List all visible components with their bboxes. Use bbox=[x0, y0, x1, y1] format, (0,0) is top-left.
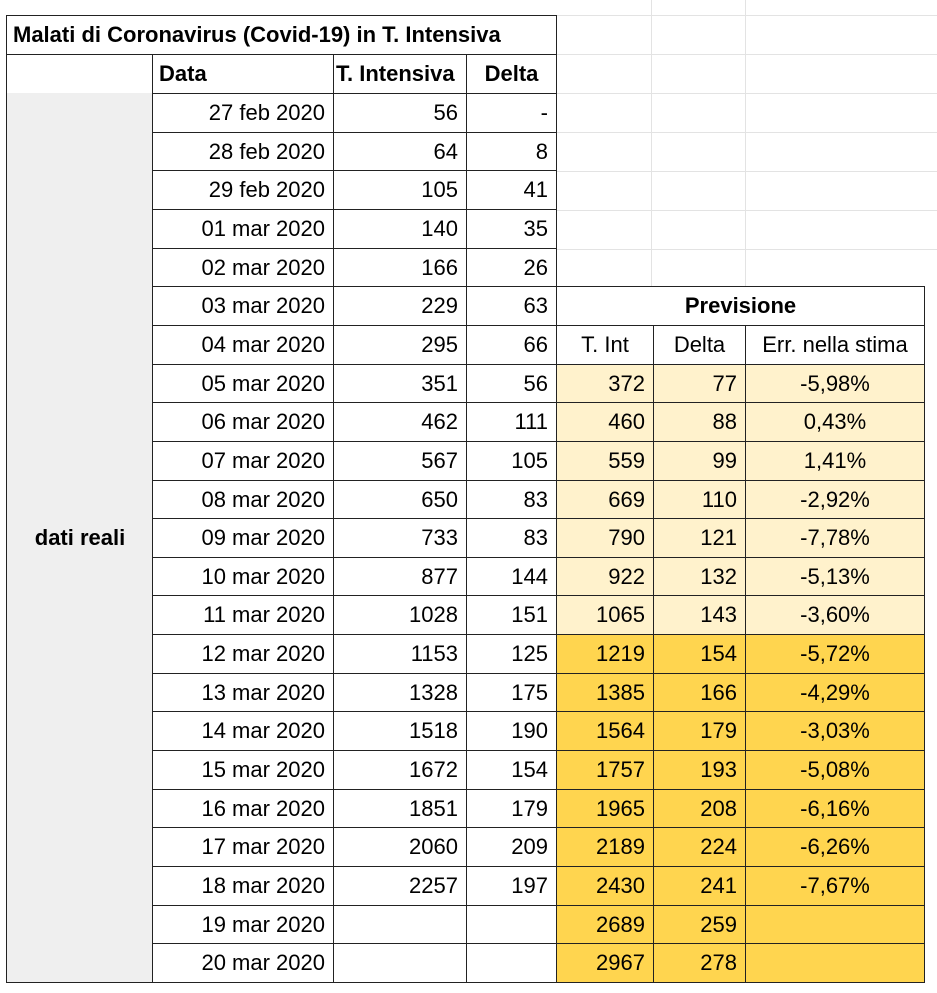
forecast-error-cell[interactable]: 0,43% bbox=[745, 402, 925, 442]
delta-cell[interactable]: 83 bbox=[466, 518, 557, 558]
t-intensiva-cell[interactable]: 1328 bbox=[333, 673, 467, 712]
side-label-dati-reali[interactable]: dati reali bbox=[6, 93, 153, 983]
forecast-error-cell[interactable]: -5,72% bbox=[745, 634, 925, 674]
t-intensiva-cell[interactable]: 733 bbox=[333, 518, 467, 558]
forecast-delta-cell[interactable]: 154 bbox=[653, 634, 746, 674]
delta-cell[interactable]: - bbox=[466, 93, 557, 133]
forecast-t-int-cell[interactable]: 1219 bbox=[556, 634, 654, 674]
forecast-error-cell[interactable]: -6,16% bbox=[745, 789, 925, 828]
date-cell[interactable]: 10 mar 2020 bbox=[152, 557, 334, 596]
forecast-delta-cell[interactable]: 88 bbox=[653, 402, 746, 442]
t-intensiva-cell[interactable]: 351 bbox=[333, 364, 467, 403]
forecast-delta-cell[interactable]: 110 bbox=[653, 480, 746, 519]
forecast-delta-cell[interactable]: 278 bbox=[653, 943, 746, 983]
date-cell[interactable]: 17 mar 2020 bbox=[152, 827, 334, 867]
forecast-t-int-cell[interactable]: 1564 bbox=[556, 711, 654, 751]
date-cell[interactable]: 05 mar 2020 bbox=[152, 364, 334, 403]
header-delta[interactable]: Delta bbox=[466, 54, 557, 94]
delta-cell[interactable]: 125 bbox=[466, 634, 557, 674]
delta-cell[interactable]: 83 bbox=[466, 480, 557, 519]
delta-cell[interactable]: 111 bbox=[466, 402, 557, 442]
header-data[interactable]: Data bbox=[152, 54, 334, 94]
t-intensiva-cell[interactable]: 229 bbox=[333, 286, 467, 326]
gridline-horizontal bbox=[557, 15, 937, 16]
t-intensiva-cell[interactable]: 1028 bbox=[333, 595, 467, 635]
forecast-t-int-cell[interactable]: 790 bbox=[556, 518, 654, 558]
forecast-t-int-cell[interactable]: 559 bbox=[556, 441, 654, 481]
date-cell[interactable]: 08 mar 2020 bbox=[152, 480, 334, 519]
date-cell[interactable]: 03 mar 2020 bbox=[152, 286, 334, 326]
date-cell[interactable]: 06 mar 2020 bbox=[152, 402, 334, 442]
t-intensiva-cell[interactable]: 2060 bbox=[333, 827, 467, 867]
forecast-delta-cell[interactable]: 259 bbox=[653, 905, 746, 944]
forecast-delta-cell[interactable]: 143 bbox=[653, 595, 746, 635]
t-intensiva-cell[interactable]: 105 bbox=[333, 170, 467, 210]
date-cell[interactable]: 19 mar 2020 bbox=[152, 905, 334, 944]
forecast-error-cell[interactable]: -4,29% bbox=[745, 673, 925, 712]
gridline-horizontal bbox=[557, 210, 937, 211]
date-cell[interactable]: 18 mar 2020 bbox=[152, 866, 334, 906]
forecast-t-int-cell[interactable]: 1065 bbox=[556, 595, 654, 635]
forecast-t-int-cell[interactable]: 372 bbox=[556, 364, 654, 403]
forecast-error-cell[interactable]: -5,08% bbox=[745, 750, 925, 790]
t-intensiva-cell[interactable]: 650 bbox=[333, 480, 467, 519]
forecast-error-cell[interactable]: -2,92% bbox=[745, 480, 925, 519]
t-intensiva-cell[interactable]: 1851 bbox=[333, 789, 467, 828]
date-cell[interactable]: 07 mar 2020 bbox=[152, 441, 334, 481]
forecast-error-cell[interactable]: -7,67% bbox=[745, 866, 925, 906]
gridline-vertical bbox=[745, 0, 746, 286]
forecast-delta-cell[interactable]: 224 bbox=[653, 827, 746, 867]
date-cell[interactable]: 13 mar 2020 bbox=[152, 673, 334, 712]
t-intensiva-cell[interactable]: 166 bbox=[333, 248, 467, 287]
t-intensiva-cell[interactable]: 877 bbox=[333, 557, 467, 596]
delta-cell[interactable]: 105 bbox=[466, 441, 557, 481]
gridline-vertical bbox=[651, 0, 652, 286]
forecast-t-int-cell[interactable]: 1757 bbox=[556, 750, 654, 790]
t-intensiva-cell[interactable] bbox=[333, 943, 467, 983]
forecast-delta-cell[interactable]: 193 bbox=[653, 750, 746, 790]
date-cell[interactable]: 20 mar 2020 bbox=[152, 943, 334, 983]
delta-cell[interactable]: 41 bbox=[466, 170, 557, 210]
t-intensiva-cell[interactable] bbox=[333, 905, 467, 944]
delta-cell[interactable]: 66 bbox=[466, 325, 557, 365]
gridline-horizontal bbox=[557, 171, 937, 172]
sheet-title[interactable]: Malati di Coronavirus (Covid-19) in T. Intensiva bbox=[6, 15, 557, 55]
t-intensiva-cell[interactable]: 1672 bbox=[333, 750, 467, 790]
date-cell[interactable]: 11 mar 2020 bbox=[152, 595, 334, 635]
t-intensiva-cell[interactable]: 140 bbox=[333, 209, 467, 249]
forecast-delta-cell[interactable]: 121 bbox=[653, 518, 746, 558]
forecast-error-cell[interactable]: -5,98% bbox=[745, 364, 925, 403]
date-cell[interactable]: 28 feb 2020 bbox=[152, 132, 334, 171]
date-cell[interactable]: 01 mar 2020 bbox=[152, 209, 334, 249]
forecast-delta-cell[interactable]: 132 bbox=[653, 557, 746, 596]
forecast-error-cell[interactable]: -5,13% bbox=[745, 557, 925, 596]
gridline-horizontal bbox=[557, 93, 937, 94]
date-cell[interactable]: 14 mar 2020 bbox=[152, 711, 334, 751]
forecast-error-cell[interactable]: 1,41% bbox=[745, 441, 925, 481]
forecast-error-cell[interactable] bbox=[745, 943, 925, 983]
forecast-title[interactable]: Previsione bbox=[556, 286, 925, 326]
t-intensiva-cell[interactable]: 567 bbox=[333, 441, 467, 481]
delta-cell[interactable]: 144 bbox=[466, 557, 557, 596]
t-intensiva-cell[interactable]: 56 bbox=[333, 93, 467, 133]
gridline-horizontal bbox=[557, 54, 937, 55]
t-intensiva-cell[interactable]: 295 bbox=[333, 325, 467, 365]
forecast-header-t-int[interactable]: T. Int bbox=[556, 325, 654, 365]
delta-cell[interactable]: 26 bbox=[466, 248, 557, 287]
forecast-error-cell[interactable]: -3,60% bbox=[745, 595, 925, 635]
delta-cell[interactable]: 151 bbox=[466, 595, 557, 635]
date-cell[interactable]: 27 feb 2020 bbox=[152, 93, 334, 133]
forecast-error-cell[interactable] bbox=[745, 905, 925, 944]
forecast-t-int-cell[interactable]: 922 bbox=[556, 557, 654, 596]
forecast-error-cell[interactable]: -7,78% bbox=[745, 518, 925, 558]
t-intensiva-cell[interactable]: 2257 bbox=[333, 866, 467, 906]
date-cell[interactable]: 15 mar 2020 bbox=[152, 750, 334, 790]
date-cell[interactable]: 29 feb 2020 bbox=[152, 170, 334, 210]
forecast-delta-cell[interactable]: 179 bbox=[653, 711, 746, 751]
forecast-error-cell[interactable]: -3,03% bbox=[745, 711, 925, 751]
forecast-t-int-cell[interactable]: 2967 bbox=[556, 943, 654, 983]
forecast-t-int-cell[interactable]: 2689 bbox=[556, 905, 654, 944]
gridline-horizontal bbox=[557, 249, 937, 250]
forecast-delta-cell[interactable]: 241 bbox=[653, 866, 746, 906]
forecast-delta-cell[interactable]: 99 bbox=[653, 441, 746, 481]
delta-cell[interactable]: 63 bbox=[466, 286, 557, 326]
forecast-header-delta[interactable]: Delta bbox=[653, 325, 746, 365]
forecast-t-int-cell[interactable]: 460 bbox=[556, 402, 654, 442]
forecast-t-int-cell[interactable]: 669 bbox=[556, 480, 654, 519]
forecast-error-cell[interactable]: -6,26% bbox=[745, 827, 925, 867]
forecast-header-err[interactable]: Err. nella stima bbox=[745, 325, 925, 365]
delta-cell[interactable] bbox=[466, 905, 557, 944]
forecast-delta-cell[interactable]: 166 bbox=[653, 673, 746, 712]
t-intensiva-cell[interactable]: 462 bbox=[333, 402, 467, 442]
header-t-intensiva[interactable]: T. Intensiva bbox=[333, 54, 467, 94]
delta-cell[interactable]: 175 bbox=[466, 673, 557, 712]
date-cell[interactable]: 16 mar 2020 bbox=[152, 789, 334, 828]
date-cell[interactable]: 02 mar 2020 bbox=[152, 248, 334, 287]
delta-cell[interactable]: 35 bbox=[466, 209, 557, 249]
forecast-delta-cell[interactable]: 77 bbox=[653, 364, 746, 403]
delta-cell[interactable]: 8 bbox=[466, 132, 557, 171]
forecast-t-int-cell[interactable]: 2430 bbox=[556, 866, 654, 906]
forecast-t-int-cell[interactable]: 1385 bbox=[556, 673, 654, 712]
forecast-t-int-cell[interactable]: 2189 bbox=[556, 827, 654, 867]
t-intensiva-cell[interactable]: 1518 bbox=[333, 711, 467, 751]
delta-cell[interactable]: 197 bbox=[466, 866, 557, 906]
delta-cell[interactable]: 154 bbox=[466, 750, 557, 790]
forecast-delta-cell[interactable]: 208 bbox=[653, 789, 746, 828]
delta-cell[interactable]: 190 bbox=[466, 711, 557, 751]
date-cell[interactable]: 09 mar 2020 bbox=[152, 518, 334, 558]
header-empty-cell[interactable] bbox=[6, 54, 153, 94]
t-intensiva-cell[interactable]: 1153 bbox=[333, 634, 467, 674]
forecast-t-int-cell[interactable]: 1965 bbox=[556, 789, 654, 828]
date-cell[interactable]: 12 mar 2020 bbox=[152, 634, 334, 674]
gridline-horizontal bbox=[557, 132, 937, 133]
date-cell[interactable]: 04 mar 2020 bbox=[152, 325, 334, 365]
delta-cell[interactable]: 56 bbox=[466, 364, 557, 403]
delta-cell[interactable]: 209 bbox=[466, 827, 557, 867]
delta-cell[interactable] bbox=[466, 943, 557, 983]
delta-cell[interactable]: 179 bbox=[466, 789, 557, 828]
t-intensiva-cell[interactable]: 64 bbox=[333, 132, 467, 171]
